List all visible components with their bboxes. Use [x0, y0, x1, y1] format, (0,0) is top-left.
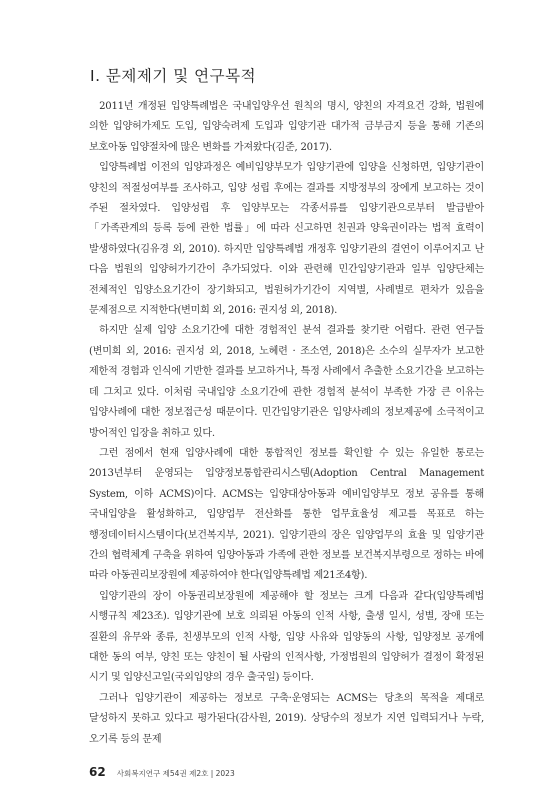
paragraph-3: 하지만 실제 입양 소요기간에 대한 경험적인 분석 결과를 찾기란 어렵다. 관련 연구들(변미희 외, 2016: 권지성 외, 2018, 노혜련 · 조소연, 2018)은 소수의 실무자가 보고한 제한적 경험과 인식에 기반한 결과를 보고하거나, 특정 사례에서 추출한 소요기간을 보고하는 데 그치고 있다. 이처럼 국내입양 소요기간에 관한 경험적 분석이 부족한 가장 큰 이유는 입양사례에 대한 정보접근성 때문이다. 민간입양기관은 입양사례의 정보제공에 소극적이고 방어적인 입장을 취하고 있다.: [89, 325, 484, 439]
paragraph-2: 입양특례법 이전의 입양과정은 예비입양부모가 입양기관에 입양을 신청하면, 입양기관이 양친의 적절성여부를 조사하고, 입양 성립 후에는 결과를 지방정부의 장에게 보고하는 것이 주된 절차였다. 입양성립 후 입양부모는 각종서류를 입양기관으로부터 발급받아 「가족관계의 등록 등에 관한 법률」에 따라 신고하면 친권과 양육권이라는 법적 효력이 발생하였다(김유경 외, 2010). 하지만 입양특례법 개정후 입양기관의 결연이 이루어지고 난 다음 법원의 입양허가기간이 추가되었다. 이와 관련해 민간입양기관과 일부 입양단체는 전체적인 입양소요기간이 장기화되고, 법원허가기간이 지역별, 사례별로 편차가 있음을 문제점으로 지적한다(변미희 외, 2016: 권지성 외, 2018).: [89, 162, 484, 317]
journal-info: 사회복지연구 제54권 제2호 | 2023: [116, 769, 235, 778]
paragraph-4: 그런 점에서 현재 입양사례에 대한 통합적인 정보를 확인할 수 있는 유일한 통로는 2013년부터 운영되는 입양정보통합관리시스템(Adoption Central Management System, 이하 ACMS)이다. ACMS는 입양대상아동과 예비입양부모 정보 공유를 통해 국내입양을 활성화하고, 입양업무 전산화를 통한 업무효율성 제고를 목표로 하는 행정데이터시스템이다(보건복지부, 2021). 입양기관의 장은 입양업무의 효율 및 입양기관 간의 협력체계 구축을 위하여 입양아동과 가족에 관한 정보를 보건복지부령으로 정하는 바에 따라 아동권리보장원에 제공하여야 한다(입양특례법 제21조4항).: [89, 447, 484, 582]
paragraph-1: 2011년 개정된 입양특례법은 국내입양우선 원칙의 명시, 양친의 자격요건 강화, 법원에 의한 입양허가제도 도입, 입양숙려제 도입과 입양기관 대가적 금부금지 등을 통해 기존의 보호아동 입양절차에 많은 변화를 가져왔다(김준, 2017).: [89, 101, 484, 153]
page-number: 62: [89, 765, 106, 779]
paragraph-6: 그러나 입양기관이 제공하는 정보로 구축·운영되는 ACMS는 당초의 목적을 제대로 달성하지 못하고 있다고 평가된다(감사원, 2019). 상당수의 정보가 지연 입력되거나 누락, 오기록 등의 문제: [89, 692, 484, 745]
body-text: [89, 97, 484, 750]
page-footer: [89, 761, 235, 780]
section-title: Ⅰ. 문제제기 및 연구목적: [90, 67, 257, 85]
paragraph-5: 입양기관의 장이 아동권리보장원에 제공해야 할 정보는 크게 다음과 같다(입양특례법 시행규칙 제23조). 입양기관에 보호 의뢰된 아동의 인적 사항, 출생 일시, 성별, 장애 또는 질환의 유무와 종류, 친생부모의 인적 사항, 입양 사유와 입양동의 사항, 입양정보 공개에 대한 동의 여부, 양친 또는 양친이 될 사람의 인적사항, 가정법원의 입양허가 결정이 확정된 시기 및 입양신고일(국외입양의 경우 출국일) 등이다.: [89, 590, 484, 684]
